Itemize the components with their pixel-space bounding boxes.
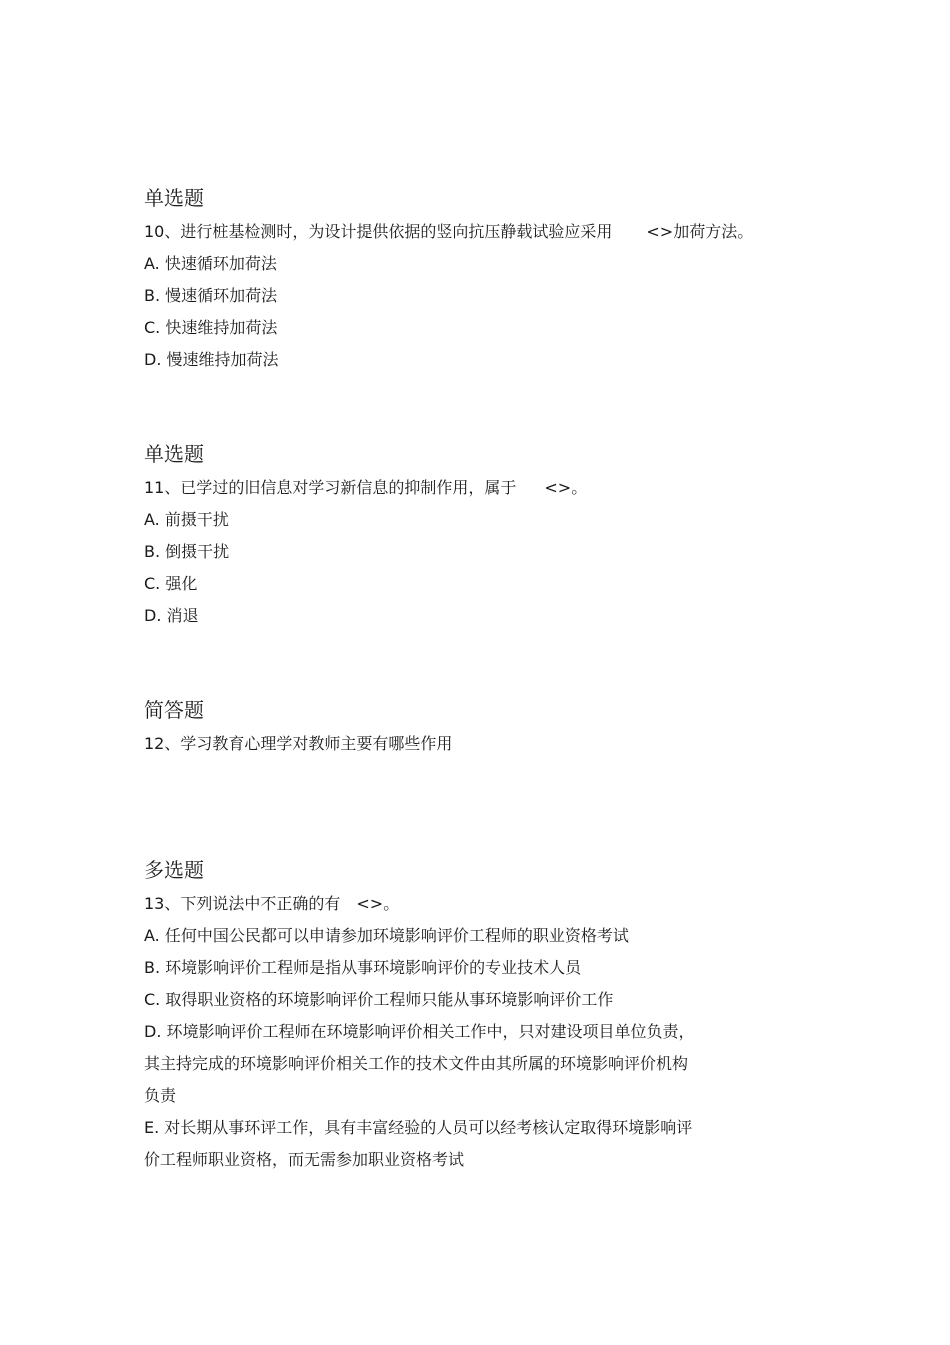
question-type: 多选题 [144, 858, 204, 882]
question-11 [144, 440, 844, 632]
option-e: E. 对长期从事环评工作，具有丰富经验的人员可以经考核认定取得环境影响评 [144, 1118, 693, 1137]
option-b: B. 倒摄干扰 [144, 542, 230, 561]
question-12 [144, 696, 844, 760]
question-13 [144, 856, 844, 1176]
stem-text: 11、已学过的旧信息对学习新信息的抑制作用，属于 [144, 478, 517, 497]
option-d-continued: 其主持完成的环境影响评价相关工作的技术文件由其所属的环境影响评价机构 [144, 1054, 689, 1073]
option-d-continued: 负责 [144, 1086, 177, 1105]
option-c: C. 取得职业资格的环境影响评价工程师只能从事环境影响评价工作 [144, 990, 614, 1009]
option-c: C. 强化 [144, 574, 198, 593]
question-stem [144, 888, 844, 920]
question-10 [144, 184, 844, 376]
stem-text: 10、进行桩基检测时，为设计提供依据的竖向抗压静载试验应采用 [144, 222, 613, 241]
question-type: 简答题 [144, 698, 204, 722]
question-stem [144, 216, 844, 248]
option-a: A. 任何中国公民都可以申请参加环境影响评价工程师的职业资格考试 [144, 926, 629, 945]
question-type: 单选题 [144, 442, 204, 466]
option-d: D. 慢速维持加荷法 [144, 350, 279, 369]
option-a: A. 快速循环加荷法 [144, 254, 277, 273]
option-e-continued: 价工程师职业资格，而无需参加职业资格考试 [144, 1150, 465, 1169]
option-d: D. 消退 [144, 606, 199, 625]
stem-blank: <>。 [544, 478, 588, 497]
stem-text: 13、下列说法中不正确的有 [144, 894, 341, 913]
question-stem [144, 472, 844, 504]
option-b: B. 环境影响评价工程师是指从事环境影响评价的专业技术人员 [144, 958, 582, 977]
option-a: A. 前摄干扰 [144, 510, 229, 529]
option-c: C. 快速维持加荷法 [144, 318, 278, 337]
question-type: 单选题 [144, 186, 204, 210]
option-d: D. 环境影响评价工程师在环境影响评价相关工作中，只对建设项目单位负责， [144, 1022, 695, 1041]
question-stem: 12、学习教育心理学对教师主要有哪些作用 [144, 734, 453, 753]
stem-blank: <>。 [356, 894, 400, 913]
option-b: B. 慢速循环加荷法 [144, 286, 278, 305]
stem-blank: <>加荷方法。 [646, 222, 754, 241]
